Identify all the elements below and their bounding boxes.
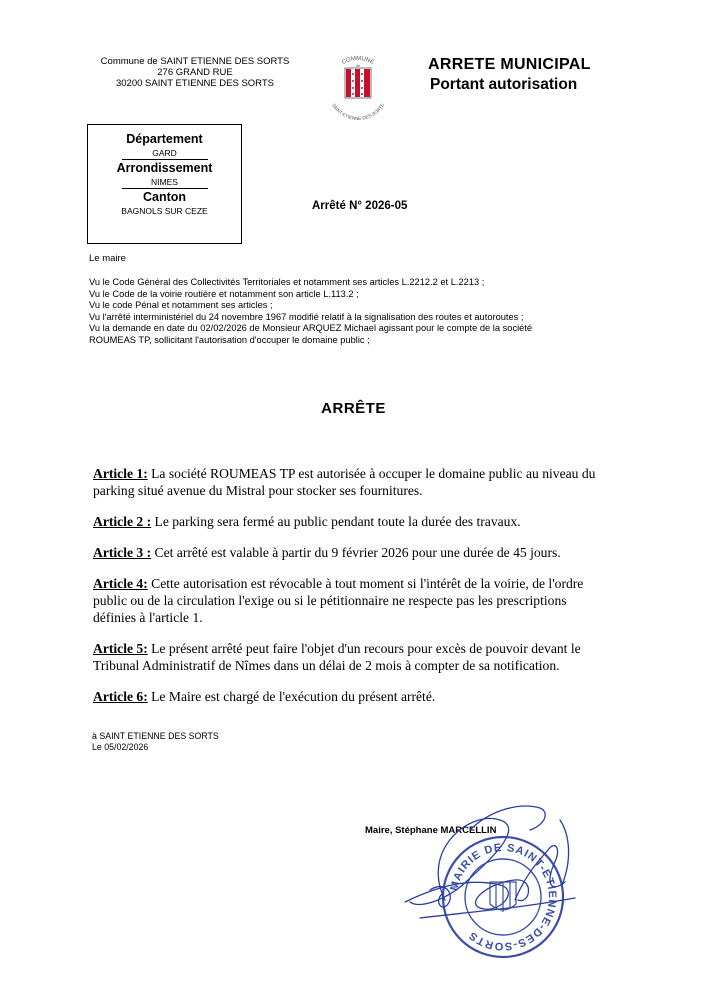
canton-value: BAGNOLS SUR CEZE (121, 206, 208, 216)
svg-text:de: de (355, 63, 361, 68)
article-text: Le présent arrêté peut faire l'objet d'un recours pour excès de pouvoir devant le (147, 641, 581, 656)
vu-list (89, 277, 599, 347)
article-2 (93, 513, 613, 530)
arrondissement-label: Arrondissement (116, 161, 213, 175)
article-label: Article 1: (93, 466, 148, 481)
article-label: Article 3 : (93, 545, 152, 560)
article-5 (93, 640, 613, 674)
commune-city: 30200 SAINT ETIENNE DES SORTS (115, 78, 275, 89)
svg-text:SAINT-ETIENNE-DES-SORTS: SAINT-ETIENNE-DES-SORTS (331, 102, 385, 122)
article-text: Le Maire est chargé de l'exécution du présent arrêté. (147, 689, 436, 704)
le-maire: Le maire (89, 253, 126, 264)
svg-text:COMMUNE: COMMUNE (341, 55, 375, 67)
article-text: parking situé avenue du Mistral pour stocker ses fournitures. (93, 483, 423, 498)
svg-text:MAIRIE DE SAINT-ETIENNE-DES-SO: MAIRIE DE SAINT-ETIENNE-DES-SORTS (448, 841, 559, 953)
place-date (92, 731, 219, 753)
arrondissement-value: NIMES (151, 177, 178, 187)
commune-street: 276 GRAND RUE (157, 67, 233, 78)
vu-line: Vu la demande en date du 02/02/2026 de Monsieur ARQUEZ Michael agissant pour le compte de la société (89, 323, 533, 334)
article-text: Tribunal Administratif de Nîmes dans un délai de 2 mois à compter de sa notification. (93, 658, 560, 673)
departement-value: GARD (152, 148, 177, 158)
document-subtitle: Portant autorisation (430, 76, 578, 93)
article-label: Article 2 : (93, 514, 152, 529)
vu-line: Vu le code Pénal et notamment ses articles ; (89, 300, 273, 311)
departement-label: Département (126, 132, 203, 146)
document-title-block (428, 56, 591, 94)
commune-seal-icon (318, 50, 398, 122)
commune-name: Commune de SAINT ETIENNE DES SORTS (100, 56, 290, 67)
article-text: Le parking sera fermé au public pendant toute la durée des travaux. (151, 514, 521, 529)
article-1 (93, 465, 613, 499)
vu-line: Vu le Code de la voirie routière et notamment son article L.113.2 ; (89, 288, 359, 299)
article-text: public ou de la circulation l'exige ou si le pétitionnaire ne respecte pas les prescriptions (93, 593, 567, 608)
article-label: Article 5: (93, 641, 148, 656)
article-4 (93, 575, 613, 626)
signer-name: Maire, Stéphane MARCELLIN (365, 825, 497, 836)
article-label: Article 4: (93, 576, 148, 591)
articles (93, 465, 613, 719)
article-text: La société ROUMEAS TP est autorisée à occuper le domaine public au niveau du (147, 466, 596, 481)
signature-icon (350, 790, 590, 940)
vu-line: Vu l'arrêté interministériel du 24 novembre 1967 modifié relatif à la signalisation des routes et autoroutes ; (89, 311, 524, 322)
article-3 (93, 544, 613, 561)
canton-label: Canton (142, 190, 187, 204)
administrative-box (87, 124, 242, 244)
vu-line: ROUMEAS TP, sollicitant l'autorisation d'occuper le domaine public ; (89, 334, 370, 345)
arrete-heading: ARRÊTE (321, 400, 386, 417)
place: à SAINT ETIENNE DES SORTS (92, 731, 219, 741)
article-text: définies à l'article 1. (93, 610, 203, 625)
article-text: Cette autorisation est révocable à tout moment si l'intérêt de la voirie, de l'ordre (147, 576, 584, 591)
arrete-number: Arrêté N° 2026-05 (312, 200, 408, 212)
vu-line: Vu le Code Général des Collectivités Territoriales et notamment ses articles L.2212.2 et L.2213 ; (89, 277, 485, 287)
document-title: ARRETE MUNICIPAL (428, 56, 591, 73)
article-text: Cet arrêté est valable à partir du 9 février 2026 pour une durée de 45 jours. (151, 545, 561, 560)
article-6 (93, 688, 613, 705)
date: Le 05/02/2026 (92, 742, 149, 752)
article-label: Article 6: (93, 689, 148, 704)
commune-address (95, 56, 295, 89)
